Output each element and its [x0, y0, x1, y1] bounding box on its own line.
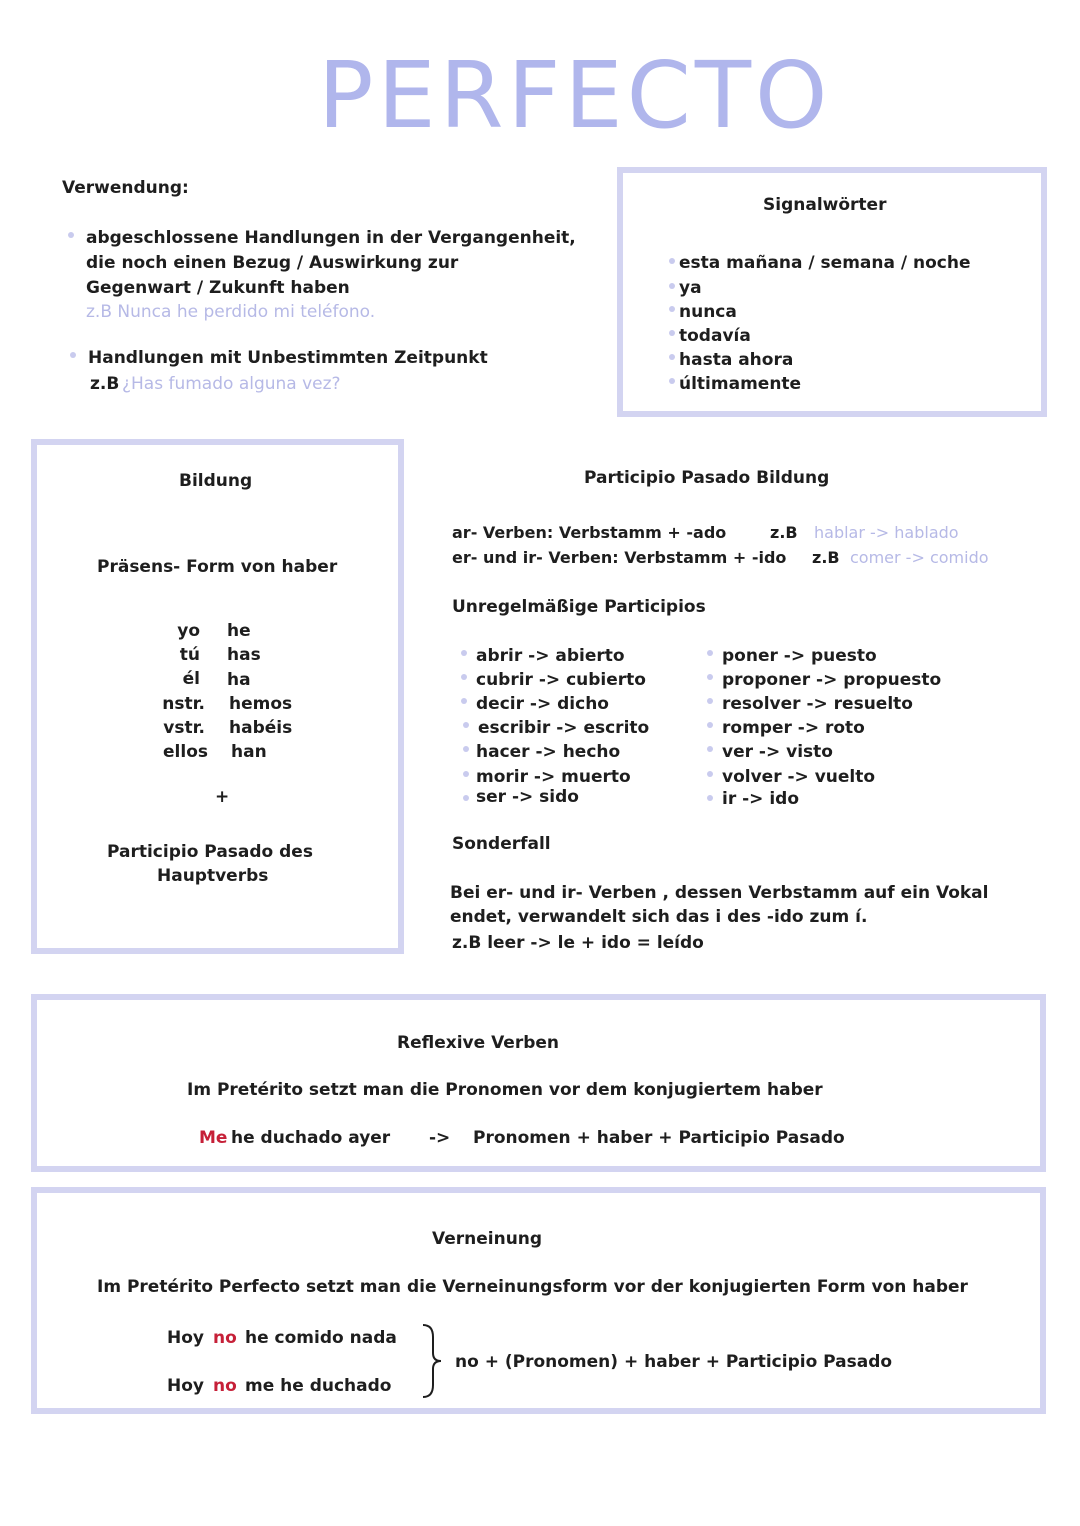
- haber-form: ha: [227, 670, 251, 690]
- plus-sign: +: [215, 787, 230, 807]
- bildung-subheading: Präsens- Form von haber: [97, 557, 338, 577]
- bullet-dot: [669, 306, 675, 312]
- participio-heading: Participio Pasado Bildung: [584, 468, 830, 488]
- bullet-dot: [463, 771, 469, 777]
- reflexive-box: [31, 994, 1046, 1172]
- pronoun: yo: [177, 621, 200, 641]
- verwendung-bullet2-zb: z.B: [90, 374, 120, 394]
- signalwort-item: últimamente: [679, 374, 802, 394]
- verneinung-formula: no + (Pronomen) + haber + Participio Pasado: [455, 1352, 893, 1372]
- bildung-footer-line1: Participio Pasado des: [107, 842, 313, 862]
- irregular-item: abrir -> abierto: [476, 646, 625, 666]
- bullet-dot: [463, 795, 469, 801]
- bullet-dot: [463, 722, 469, 728]
- verwendung-bullet2: Handlungen mit Unbestimmten Zeitpunkt: [88, 348, 488, 368]
- irregular-item: resolver -> resuelto: [722, 694, 913, 714]
- verneinung-heading: Verneinung: [432, 1229, 543, 1249]
- irregular-item: proponer -> propuesto: [722, 670, 942, 690]
- verneinung-ex1-no: no: [213, 1328, 237, 1348]
- bullet-dot: [669, 330, 675, 336]
- irregular-item: morir -> muerto: [476, 767, 631, 787]
- bullet-dot: [707, 674, 713, 680]
- curly-brace-icon: [417, 1321, 447, 1401]
- verwendung-bullet1-example: z.B Nunca he perdido mi teléfono.: [86, 302, 376, 322]
- sonderfall-line1: Bei er- und ir- Verben , dessen Verbstamm auf ein Vokal: [450, 883, 989, 903]
- signalwort-item: todavía: [679, 326, 751, 346]
- bullet-dot: [707, 650, 713, 656]
- reflexive-rule: Im Pretérito setzt man die Pronomen vor dem konjugiertem haber: [187, 1080, 823, 1100]
- bildung-box: [31, 439, 404, 954]
- reflexive-example-pronoun: Me: [199, 1128, 228, 1148]
- irregular-item: ser -> sido: [476, 787, 579, 807]
- verneinung-box: [31, 1187, 1046, 1414]
- bildung-heading: Bildung: [179, 471, 253, 491]
- irregular-heading: Unregelmäßige Participios: [452, 597, 706, 617]
- bullet-dot: [707, 771, 713, 777]
- sonderfall-example: z.B leer -> le + ido = leído: [452, 933, 704, 953]
- haber-form: habéis: [229, 718, 293, 738]
- bullet-dot: [461, 674, 467, 680]
- bullet-dot: [669, 354, 675, 360]
- rule-ar: ar- Verben: Verbstamm + -ado: [452, 523, 727, 542]
- pronoun: tú: [179, 645, 200, 665]
- verwendung-bullet1-line2: die noch einen Bezug / Auswirkung zur: [86, 253, 459, 273]
- reflexive-heading: Reflexive Verben: [397, 1033, 560, 1053]
- pronoun: nstr.: [162, 694, 205, 714]
- verwendung-heading: Verwendung:: [62, 178, 189, 198]
- rule-er-ir: er- und ir- Verben: Verbstamm + -ido: [452, 548, 787, 567]
- bullet-dot: [707, 746, 713, 752]
- bullet-dot: [461, 698, 467, 704]
- haber-form: hemos: [229, 694, 293, 714]
- bullet-dot: [70, 352, 76, 358]
- irregular-item: escribir -> escrito: [478, 718, 650, 738]
- irregular-item: romper -> roto: [722, 718, 865, 738]
- irregular-item: decir -> dicho: [476, 694, 609, 714]
- irregular-item: poner -> puesto: [722, 646, 877, 666]
- irregular-item: hacer -> hecho: [476, 742, 621, 762]
- irregular-item: volver -> vuelto: [722, 767, 876, 787]
- bullet-dot: [707, 698, 713, 704]
- verneinung-ex2-rest: me he duchado: [245, 1376, 392, 1396]
- verneinung-ex1-hoy: Hoy: [167, 1328, 204, 1348]
- signalwort-item: hasta ahora: [679, 350, 794, 370]
- irregular-item: ver -> visto: [722, 742, 833, 762]
- bullet-dot: [68, 232, 74, 238]
- verneinung-rule: Im Pretérito Perfecto setzt man die Verneinungsform vor der konjugierten Form von haber: [97, 1277, 968, 1297]
- bullet-dot: [669, 378, 675, 384]
- pronoun: vstr.: [163, 718, 205, 738]
- verwendung-bullet1-line3: Gegenwart / Zukunft haben: [86, 278, 350, 298]
- verneinung-ex2-no: no: [213, 1376, 237, 1396]
- signalwort-item: ya: [679, 278, 702, 298]
- pronoun: ellos: [163, 742, 208, 762]
- sonderfall-heading: Sonderfall: [452, 834, 551, 854]
- arrow: ->: [429, 1128, 451, 1148]
- irregular-item: cubrir -> cubierto: [476, 670, 646, 690]
- verneinung-ex2-hoy: Hoy: [167, 1376, 204, 1396]
- bullet-dot: [461, 650, 467, 656]
- bildung-footer-line2: Hauptverbs: [157, 866, 269, 886]
- reflexive-formula: Pronomen + haber + Participio Pasado: [473, 1128, 845, 1148]
- bullet-dot: [463, 746, 469, 752]
- signalwoerter-heading: Signalwörter: [763, 195, 887, 215]
- bullet-dot: [669, 283, 675, 289]
- haber-form: he: [227, 621, 251, 641]
- verwendung-bullet1-line1: abgeschlossene Handlungen in der Vergangenheit,: [86, 228, 576, 248]
- rule-er-ir-zb: z.B: [812, 548, 840, 567]
- bullet-dot: [707, 795, 713, 801]
- rule-ar-zb: z.B: [770, 523, 798, 542]
- verneinung-ex1-rest: he comido nada: [245, 1328, 397, 1348]
- bullet-dot: [669, 258, 675, 264]
- pronoun: él: [182, 669, 200, 689]
- haber-form: han: [231, 742, 267, 762]
- bullet-dot: [707, 722, 713, 728]
- reflexive-example: he duchado ayer: [231, 1128, 391, 1148]
- rule-er-ir-example: comer -> comido: [850, 548, 989, 567]
- irregular-item: ir -> ido: [722, 789, 800, 809]
- verwendung-bullet2-example: ¿Has fumado alguna vez?: [122, 374, 341, 394]
- signalwoerter-box: [617, 167, 1047, 417]
- signalwort-item: esta mañana / semana / noche: [679, 253, 971, 273]
- page-title: PERFECTO: [318, 42, 832, 149]
- haber-form: has: [227, 645, 261, 665]
- signalwort-item: nunca: [679, 302, 737, 322]
- sonderfall-line2: endet, verwandelt sich das i des -ido zum í.: [450, 907, 868, 927]
- rule-ar-example: hablar -> hablado: [814, 523, 959, 542]
